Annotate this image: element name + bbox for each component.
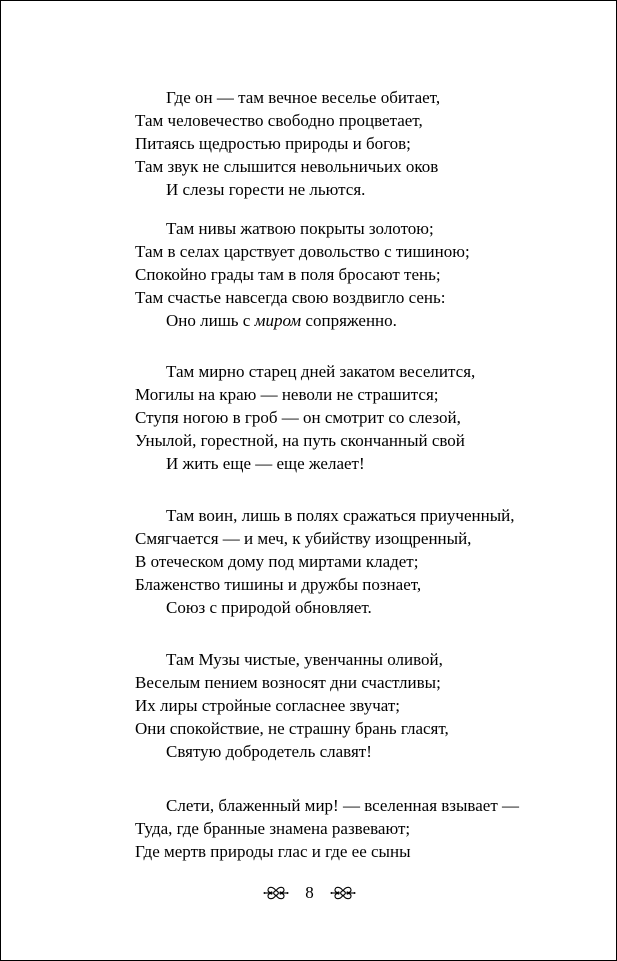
- verse-line: Там Музы чистые, увенчанны оливой,: [166, 650, 443, 669]
- verse-line: Они спокойствие, не страшну брань гласят,: [135, 719, 449, 738]
- verse-line: Союз с природой обновляет.: [166, 598, 372, 617]
- verse-line: Где мертв природы глас и где ее сыны: [135, 842, 411, 861]
- verse-line: Их лиры стройные согласнее звучат;: [135, 696, 401, 715]
- stanza-4: [135, 504, 605, 619]
- verse-line: Веселым пением возносят дни счастливы;: [135, 673, 441, 692]
- verse-line: Там звук не слышится невольничьих оков: [135, 157, 439, 176]
- verse-line: Питаясь щедростью природы и богов;: [135, 134, 411, 153]
- stanza-3: [135, 360, 605, 475]
- page-footer: [1, 882, 617, 906]
- verse-text: Оно лишь с: [166, 311, 255, 330]
- stanza-1: [135, 86, 605, 201]
- verse-line: Святую добродетель славят!: [166, 742, 372, 761]
- stanza-2: [135, 217, 605, 332]
- verse-line: Там человечество свободно процветает,: [135, 111, 423, 130]
- verse-line: Спокойно грады там в поля бросают тень;: [135, 265, 441, 284]
- verse-line: Там нивы жатвою покрыты золотою;: [166, 219, 434, 238]
- right-ornament-icon: [330, 885, 356, 901]
- verse-line: Унылой, горестной, на путь скончанный свой: [135, 431, 465, 450]
- verse-line: Блаженство тишины и дружбы познает,: [135, 575, 422, 594]
- stanza-6: [135, 794, 605, 863]
- verse-line: Ступя ногою в гроб — он смотрит со слезой,: [135, 408, 461, 427]
- verse-line: Там в селах царствует довольство с тишиною;: [135, 242, 470, 261]
- verse-line: И жить еще — еще желает!: [166, 454, 365, 473]
- verse-line: Туда, где бранные знамена развевают;: [135, 819, 411, 838]
- verse-line: Там счастье навсегда свою воздвигло сень:: [135, 288, 446, 307]
- verse-line: Слети, блаженный мир! — вселенная взывает —: [166, 796, 519, 815]
- emphasized-word: миром: [254, 311, 302, 330]
- page-number: 8: [305, 883, 314, 903]
- verse-line: Смягчается — и меч, к убийству изощренный,: [135, 529, 472, 548]
- verse-line: Могилы на краю — неволи не страшится;: [135, 385, 439, 404]
- verse-text: сопряженно.: [301, 311, 397, 330]
- verse-line: В отеческом дому под миртами кладет;: [135, 552, 419, 571]
- verse-line-with-emphasis: [135, 309, 605, 332]
- verse-line: Где он — там вечное веселье обитает,: [166, 88, 441, 107]
- verse-line: Там мирно старец дней закатом веселится,: [166, 362, 476, 381]
- left-ornament-icon: [263, 885, 289, 901]
- verse-line: Там воин, лишь в полях сражаться приученный,: [166, 506, 515, 525]
- verse-line: И слезы горести не льются.: [166, 180, 366, 199]
- stanza-5: [135, 648, 605, 763]
